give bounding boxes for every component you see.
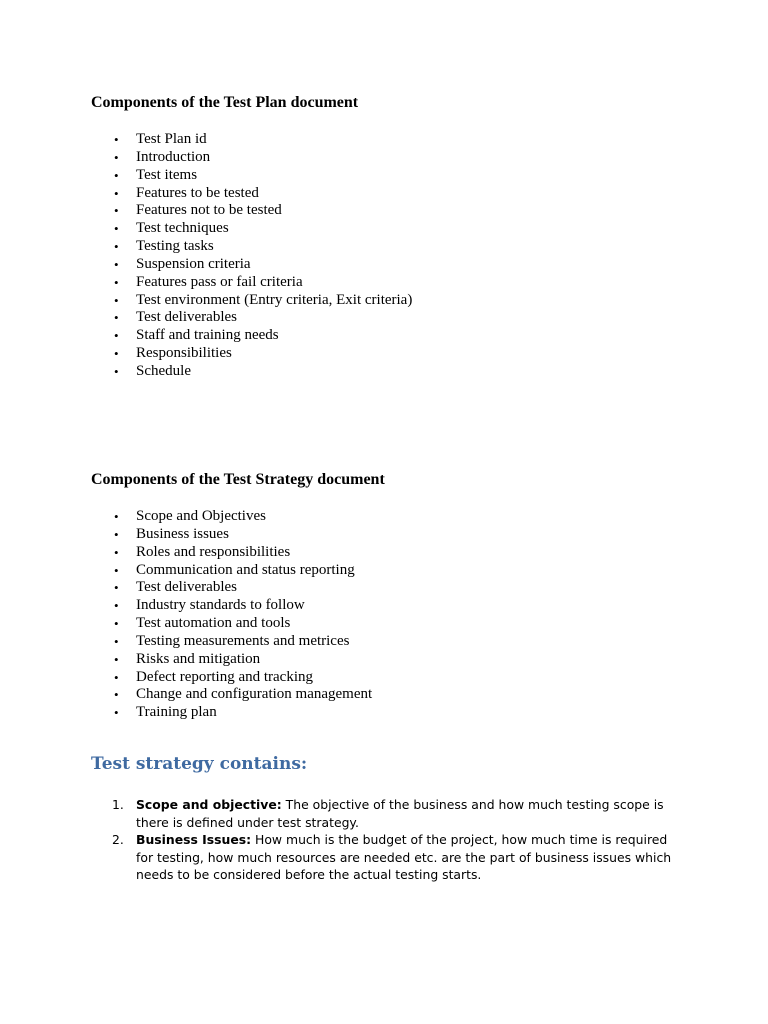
- bullet-icon: •: [114, 544, 119, 560]
- list-item-text: Risks and mitigation: [136, 650, 261, 667]
- item-term: Scope and objective:: [136, 797, 282, 812]
- list-item-text: Test Plan id: [136, 131, 207, 147]
- list-item: [110, 526, 372, 544]
- list-item: [110, 220, 412, 238]
- list-item: [110, 704, 372, 722]
- list-item-text: Defect reporting and tracking: [136, 668, 314, 685]
- list-item: [110, 292, 412, 310]
- list-item-text: Schedule: [136, 362, 191, 379]
- item-description: The objective of the business and how much testing scope is there is defined under test strategy.: [136, 797, 664, 830]
- list-item: [110, 669, 372, 687]
- bullet-icon: •: [114, 669, 119, 685]
- bullet-icon: •: [114, 256, 119, 272]
- test-plan-heading: Components of the Test Plan document: [91, 94, 359, 111]
- list-item-text: Change and configuration management: [136, 686, 373, 703]
- list-item: [110, 309, 412, 327]
- bullet-icon: •: [114, 346, 119, 362]
- list-item-text: Testing measurements and metrices: [136, 632, 350, 649]
- list-item: [110, 562, 372, 580]
- list-item: [110, 686, 372, 704]
- list-item: [110, 238, 412, 256]
- bullet-icon: •: [114, 363, 119, 379]
- test-plan-list: [110, 131, 412, 381]
- list-item-text: Communication and status reporting: [136, 561, 355, 578]
- bullet-icon: •: [114, 562, 119, 578]
- bullet-icon: •: [114, 328, 119, 344]
- item-number: 2.: [112, 832, 124, 848]
- bullet-icon: •: [114, 687, 119, 703]
- bullet-icon: •: [114, 509, 119, 524]
- bullet-icon: •: [114, 167, 119, 183]
- item-term: Business Issues:: [136, 832, 252, 848]
- list-item: [110, 202, 412, 220]
- bullet-icon: •: [114, 580, 119, 596]
- item-number: 1.: [112, 797, 124, 812]
- list-item-text: Test techniques: [136, 220, 229, 237]
- list-item-text: Suspension criteria: [136, 255, 251, 272]
- bullet-icon: •: [114, 310, 119, 326]
- list-item-text: Test environment (Entry criteria, Exit criteria): [136, 291, 413, 308]
- bullet-icon: •: [114, 274, 119, 290]
- bullet-icon: •: [114, 149, 119, 165]
- list-item-text: Features pass or fail criteria: [136, 273, 303, 290]
- bullet-icon: •: [114, 185, 119, 201]
- bullet-icon: •: [114, 132, 119, 147]
- bullet-icon: •: [114, 292, 119, 308]
- bullet-icon: •: [114, 651, 119, 667]
- list-item-text: Roles and responsibilities: [136, 543, 291, 560]
- bullet-icon: •: [114, 239, 119, 255]
- test-strategy-heading: Components of the Test Strategy document: [91, 471, 385, 488]
- list-item: [110, 544, 372, 562]
- list-item-text: Test deliverables: [136, 579, 237, 596]
- list-item: [110, 579, 372, 597]
- list-item: [110, 327, 412, 345]
- list-item: [110, 615, 372, 633]
- list-item: [110, 149, 412, 167]
- item-description: How much is the budget of the project, how much time is required for testing, how much resources are needed etc. are the part of business issues which needs to be considered before the actual testing starts.: [136, 832, 672, 883]
- bullet-icon: •: [114, 221, 119, 237]
- list-item-text: Business issues: [136, 525, 229, 542]
- list-item: [110, 131, 412, 149]
- list-item: [110, 633, 372, 651]
- list-item-text: Training plan: [136, 704, 217, 721]
- list-item-text: Staff and training needs: [136, 327, 279, 344]
- bullet-icon: •: [114, 526, 119, 542]
- list-item-text: Features not to be tested: [136, 202, 282, 219]
- list-item: [110, 185, 412, 203]
- list-item: [110, 651, 372, 669]
- list-item: [110, 363, 412, 381]
- list-item-text: Introduction: [136, 148, 211, 165]
- bullet-icon: •: [114, 598, 119, 614]
- bullet-icon: •: [114, 203, 119, 219]
- numbered-item: [110, 796, 680, 831]
- list-item: [110, 167, 412, 185]
- list-item: [110, 256, 412, 274]
- list-item-text: Industry standards to follow: [136, 597, 305, 614]
- test-strategy-list: [110, 508, 372, 722]
- list-item-text: Test items: [136, 166, 198, 183]
- list-item: [110, 508, 372, 526]
- list-item-text: Testing tasks: [136, 238, 214, 255]
- numbered-item: [110, 831, 680, 884]
- list-item-text: Responsibilities: [136, 345, 232, 362]
- list-item-text: Test deliverables: [136, 309, 237, 326]
- list-item: [110, 345, 412, 363]
- test-strategy-contains-heading: Test strategy contains:: [91, 754, 308, 774]
- list-item: [110, 597, 372, 615]
- bullet-icon: •: [114, 616, 119, 632]
- test-strategy-contains-list: [110, 796, 680, 884]
- list-item-text: Features to be tested: [136, 184, 259, 201]
- bullet-icon: •: [114, 633, 119, 649]
- list-item: [110, 274, 412, 292]
- list-item-text: Scope and Objectives: [136, 508, 266, 524]
- list-item-text: Test automation and tools: [136, 615, 291, 632]
- bullet-icon: •: [114, 705, 119, 721]
